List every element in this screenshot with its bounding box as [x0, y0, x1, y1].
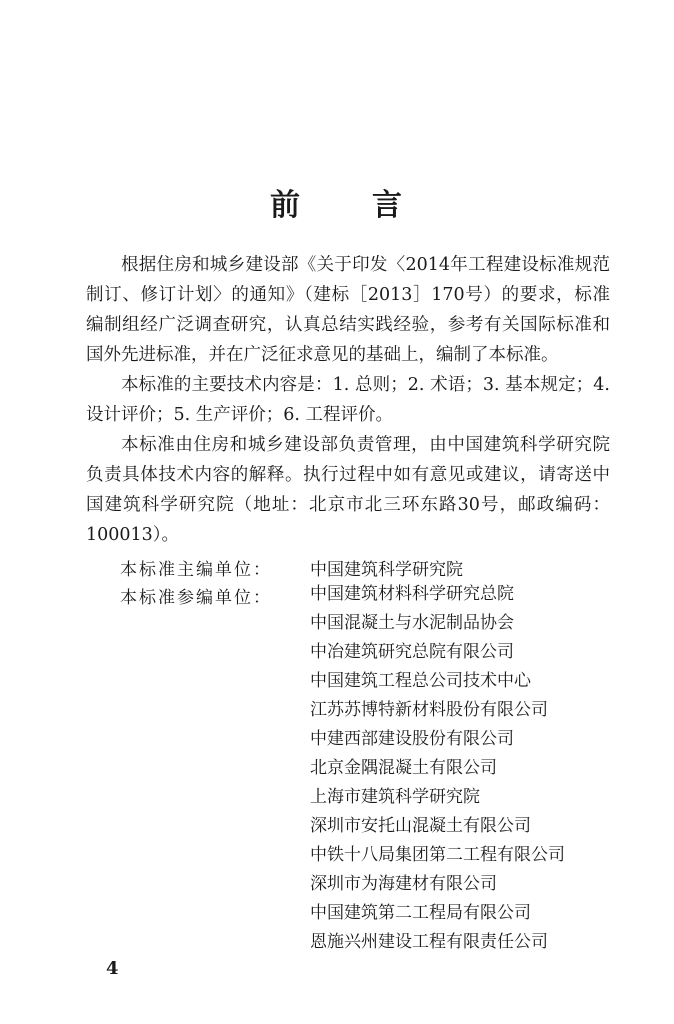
list-item: 北京金隅混凝土有限公司	[310, 758, 497, 778]
chief-editor-name: 中国建筑科学研究院	[310, 560, 463, 580]
preface-body	[86, 250, 610, 550]
participating-units-list	[310, 580, 640, 957]
list-item: 恩施兴州建设工程有限责任公司	[310, 932, 548, 952]
list-item: 中国建筑第二工程局有限公司	[310, 903, 531, 923]
list-item: 中铁十八局集团第二工程有限公司	[310, 845, 565, 865]
paragraph-1: 根据住房和城乡建设部《关于印发〈2014年工程建设标准规范制订、修订计划〉的通知》（建标［2013］170号）的要求，标准编制组经广泛调查研究，认真总结实践经验，参考有关国际标准和国外先进标准，并在广泛征求意见的基础上，编制了本标准。	[86, 255, 610, 365]
title-char-1: 前	[270, 188, 302, 223]
list-item: 深圳市安托山混凝土有限公司	[310, 816, 531, 836]
list-item: 中国建筑工程总公司技术中心	[310, 671, 531, 691]
list-item: 江苏苏博特新材料股份有限公司	[310, 700, 548, 720]
list-item: 中国混凝土与水泥制品协会	[310, 613, 514, 633]
participating-label: 本标准参编单位：	[120, 588, 272, 608]
title-char-2: 言	[372, 188, 404, 223]
paragraph-2: 本标准的主要技术内容是：1. 总则；2. 术语；3. 基本规定；4. 设计评价；5. 生产评价；6. 工程评价。	[86, 375, 610, 425]
list-item: 中建西部建设股份有限公司	[310, 729, 514, 749]
chief-editor-label: 本标准主编单位：	[120, 560, 272, 580]
list-item: 上海市建筑科学研究院	[310, 787, 480, 807]
list-item: 深圳市为海建材有限公司	[310, 874, 497, 894]
list-item: 中国建筑材料科学研究总院	[310, 584, 514, 604]
page-title	[0, 180, 674, 224]
page-number: 4	[106, 958, 119, 979]
list-item: 中冶建筑研究总院有限公司	[310, 642, 514, 662]
paragraph-3: 本标准由住房和城乡建设部负责管理，由中国建筑科学研究院负责具体技术内容的解释。执行过程中如有意见或建议，请寄送中国建筑科学研究院（地址：北京市北三环东路30号，邮政编码：100013）。	[86, 435, 610, 545]
